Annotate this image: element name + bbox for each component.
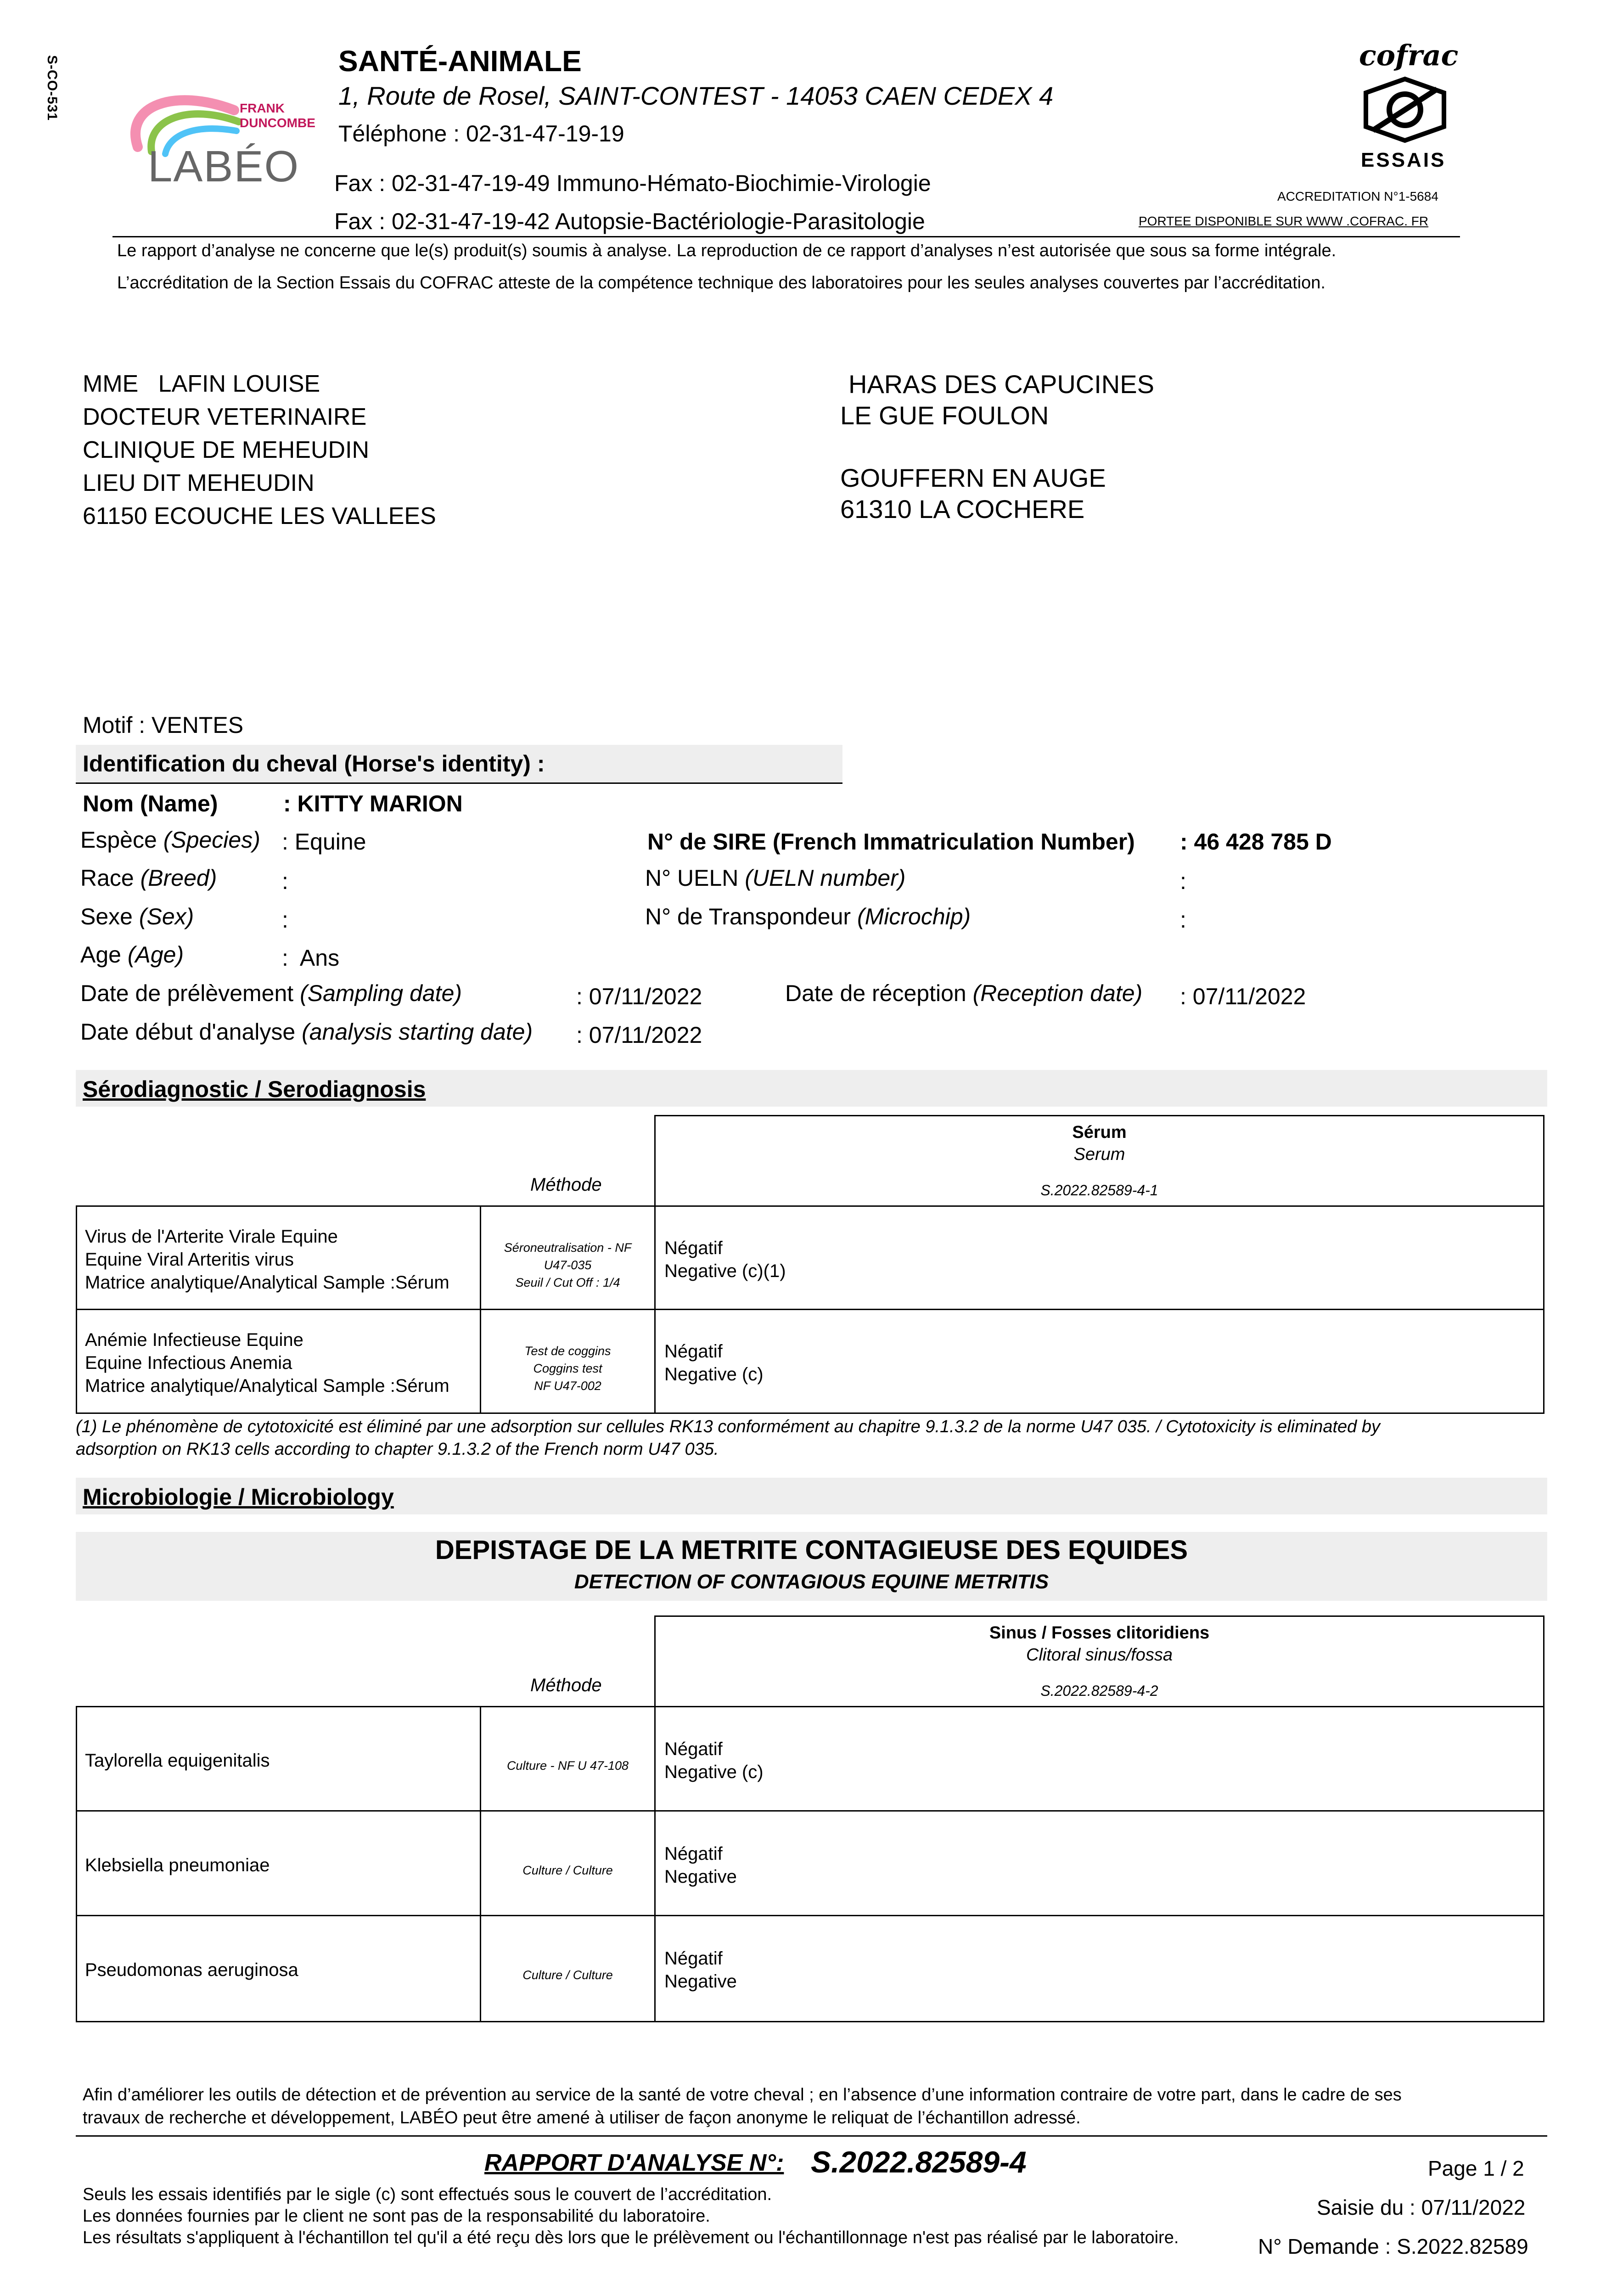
sampling-date-value: : 07/11/2022 — [576, 984, 702, 1009]
addressee-line: MME LAFIN LOUISE — [83, 371, 320, 397]
report-number: S.2022.82589-4 — [811, 2145, 1027, 2179]
sire-label: N° de SIRE (French Immatriculation Number) — [647, 829, 1135, 855]
sero-method-cell: Test de coggins Coggins test NF U47-002 — [524, 1344, 611, 1393]
logo-sub-duncombe: DUNCOMBE — [240, 116, 315, 130]
footer-divider — [76, 2135, 1547, 2137]
micro-sample-header: Sinus / Fosses clitoridiens Clitoral sinus/fossa S.2022.82589-4-2 — [989, 1623, 1210, 1699]
cofrac-portee-link[interactable]: PORTEE DISPONIBLE SUR WWW .COFRAC. FR — [1139, 214, 1429, 228]
sero-sample-header: Sérum Serum S.2022.82589-4-1 — [1040, 1123, 1158, 1199]
sire-value: : 46 428 785 D — [1180, 829, 1332, 855]
addressee-line: 61150 ECOUCHE LES VALLEES — [83, 503, 436, 529]
sero-method-cell: Séroneutralisation - NF U47-035 Seuil / Cut Off : 1/4 — [504, 1241, 632, 1289]
identity-header-underline — [76, 782, 842, 784]
analysis-date-label: Date début d'analyse (analysis starting date) — [80, 1019, 533, 1045]
reception-date-value: : 07/11/2022 — [1180, 984, 1306, 1009]
sampling-date-label: Date de prélèvement (Sampling date) — [80, 980, 462, 1006]
transponder-value: : — [1180, 907, 1186, 933]
micro-method-cell: Culture / Culture — [522, 1863, 613, 1877]
micro-result-cell: Négatif Negative — [664, 1844, 737, 1887]
micro-method-cell: Culture - NF U 47-108 — [506, 1759, 629, 1773]
age-label: Age (Age) — [80, 942, 184, 968]
addressee-line: DOCTEUR VETERINAIRE — [83, 404, 367, 430]
micro-method-header: Méthode — [530, 1675, 602, 1695]
labeo-logo — [119, 78, 331, 197]
table-row: Klebsiella pneumoniae — [85, 1855, 270, 1875]
document-code: S-CO-531 — [45, 55, 60, 121]
species-label: Espèce (Species) — [80, 827, 260, 853]
micro-result-cell: Négatif Negative (c) — [664, 1739, 764, 1782]
legal-line-2: Les données fournies par le client ne sont pas de la responsabilité du laboratoire. — [83, 2206, 710, 2226]
owner-line: GOUFFERN EN AUGE — [840, 463, 1106, 492]
sex-label: Sexe (Sex) — [80, 904, 194, 929]
org-fax-2: Fax : 02-31-47-19-42 Autopsie-Bactériologie-Parasitologie — [334, 208, 925, 234]
org-phone: Téléphone : 02-31-47-19-19 — [338, 121, 624, 146]
micro-method-cell: Culture / Culture — [522, 1968, 613, 1982]
micro-section-title: Microbiologie / Microbiology — [83, 1484, 394, 1510]
demande-number: N° Demande : S.2022.82589 — [1258, 2234, 1528, 2258]
table-row: Anémie Infectieuse Equine Equine Infectious Anemia Matrice analytique/Analytical Sample :Sérum — [85, 1330, 449, 1396]
breed-value: : — [282, 868, 288, 894]
page-number: Page 1 / 2 — [1428, 2156, 1524, 2180]
transponder-label: N° de Transpondeur (Microchip) — [645, 904, 971, 929]
owner-line: 61310 LA COCHERE — [840, 495, 1085, 523]
age-value: : Ans — [282, 945, 340, 971]
header-divider — [112, 236, 1460, 237]
addressee-line: LIEU DIT MEHEUDIN — [83, 470, 314, 496]
species-value: : Equine — [282, 829, 366, 855]
research-notice-2: travaux de recherche et développement, LABÉO peut être amené à utiliser de façon anonyme le reliquat de l’échantillon adressé. — [83, 2108, 1081, 2127]
analysis-date-value: : 07/11/2022 — [576, 1022, 702, 1048]
report-number-label: RAPPORT D'ANALYSE N°: — [484, 2150, 784, 2176]
name-value: : KITTY MARION — [283, 791, 463, 816]
owner-block — [840, 369, 1154, 525]
reception-date-label: Date de réception (Reception date) — [785, 980, 1143, 1006]
report-notice-2: L’accréditation de la Section Essais du COFRAC atteste de la compétence technique des laboratoires pour les seules analyses couvertes par l’accréditation. — [117, 273, 1325, 293]
table-row: Taylorella equigenitalis — [85, 1750, 270, 1771]
metritis-banner-title: DEPISTAGE DE LA METRITE CONTAGIEUSE DES EQUIDES — [435, 1535, 1188, 1565]
report-notice-1: Le rapport d’analyse ne concerne que le(s) produit(s) soumis à analyse. La reproduction de ce rapport d’analyses n’est autorisée que sous sa forme intégrale. — [117, 241, 1337, 260]
breed-label: Race (Breed) — [80, 865, 217, 891]
identity-section-title: Identification du cheval (Horse's identity) : — [83, 751, 545, 777]
org-address: 1, Route de Rosel, SAINT-CONTEST - 14053 CAEN CEDEX 4 — [338, 81, 1054, 110]
sero-footnote-2: adsorption on RK13 cells according to chapter 9.1.3.2 of the French norm U47 035. — [76, 1440, 719, 1459]
table-row: Virus de l'Arterite Virale Equine Equine Viral Arteritis virus Matrice analytique/Analytical Sample :Sérum — [85, 1227, 449, 1293]
name-label: Nom (Name) — [83, 791, 218, 816]
cofrac-logo — [1350, 39, 1460, 176]
ueln-value: : — [1180, 868, 1186, 894]
org-name: SANTÉ-ANIMALE — [338, 45, 582, 78]
addressee-block — [83, 367, 436, 533]
sero-section-title: Sérodiagnostic / Serodiagnosis — [83, 1076, 426, 1102]
sero-result-cell: Négatif Negative (c) — [664, 1341, 764, 1384]
org-fax-1: Fax : 02-31-47-19-49 Immuno-Hémato-Biochimie-Virologie — [334, 170, 931, 196]
sero-result-cell: Négatif Negative (c)(1) — [664, 1238, 786, 1281]
addressee-line: CLINIQUE DE MEHEUDIN — [83, 437, 370, 463]
ueln-label: N° UELN (UELN number) — [645, 865, 906, 891]
owner-line: HARAS DES CAPUCINES — [848, 370, 1154, 399]
research-notice-1: Afin d’améliorer les outils de détection et de prévention au service de la santé de votre cheval ; en l’absence d’une information contraire de votre part, dans le cadre de ses — [83, 2085, 1402, 2105]
legal-line-3: Les résultats s'appliquent à l'échantillon tel qu'il a été reçu dès lors que le prélèvement ou l'échantillonnage n'est pas réalisé par le laboratoire. — [83, 2228, 1179, 2247]
metritis-banner-subtitle: DETECTION OF CONTAGIOUS EQUINE METRITIS — [574, 1570, 1049, 1593]
saisie-date: Saisie du : 07/11/2022 — [1317, 2195, 1526, 2219]
logo-brand: LABÉO — [148, 142, 300, 191]
cofrac-essais: ESSAIS — [1361, 149, 1446, 171]
motif: Motif : VENTES — [83, 712, 244, 738]
cofrac-brand: cofrac — [1359, 39, 1459, 72]
cofrac-emblem-icon — [1359, 75, 1451, 144]
sex-value: : — [282, 907, 288, 933]
logo-sub-frank: FRANK — [240, 101, 285, 115]
table-row: Pseudomonas aeruginosa — [85, 1960, 298, 1980]
sero-footnote-1: (1) Le phénomène de cytotoxicité est éliminé par une adsorption sur cellules RK13 conformément au chapitre 9.1.3.2 de la norme U47 035. / Cytotoxicity is eliminated by — [76, 1417, 1380, 1436]
legal-line-1: Seuls les essais identifiés par le sigle (c) sont effectués sous le couvert de l’accréditation. — [83, 2185, 772, 2204]
owner-line: LE GUE FOULON — [840, 401, 1049, 430]
micro-result-cell: Négatif Negative — [664, 1948, 737, 1992]
cofrac-accreditation: ACCREDITATION N°1-5684 — [1277, 189, 1438, 203]
sero-method-header: Méthode — [530, 1175, 602, 1195]
